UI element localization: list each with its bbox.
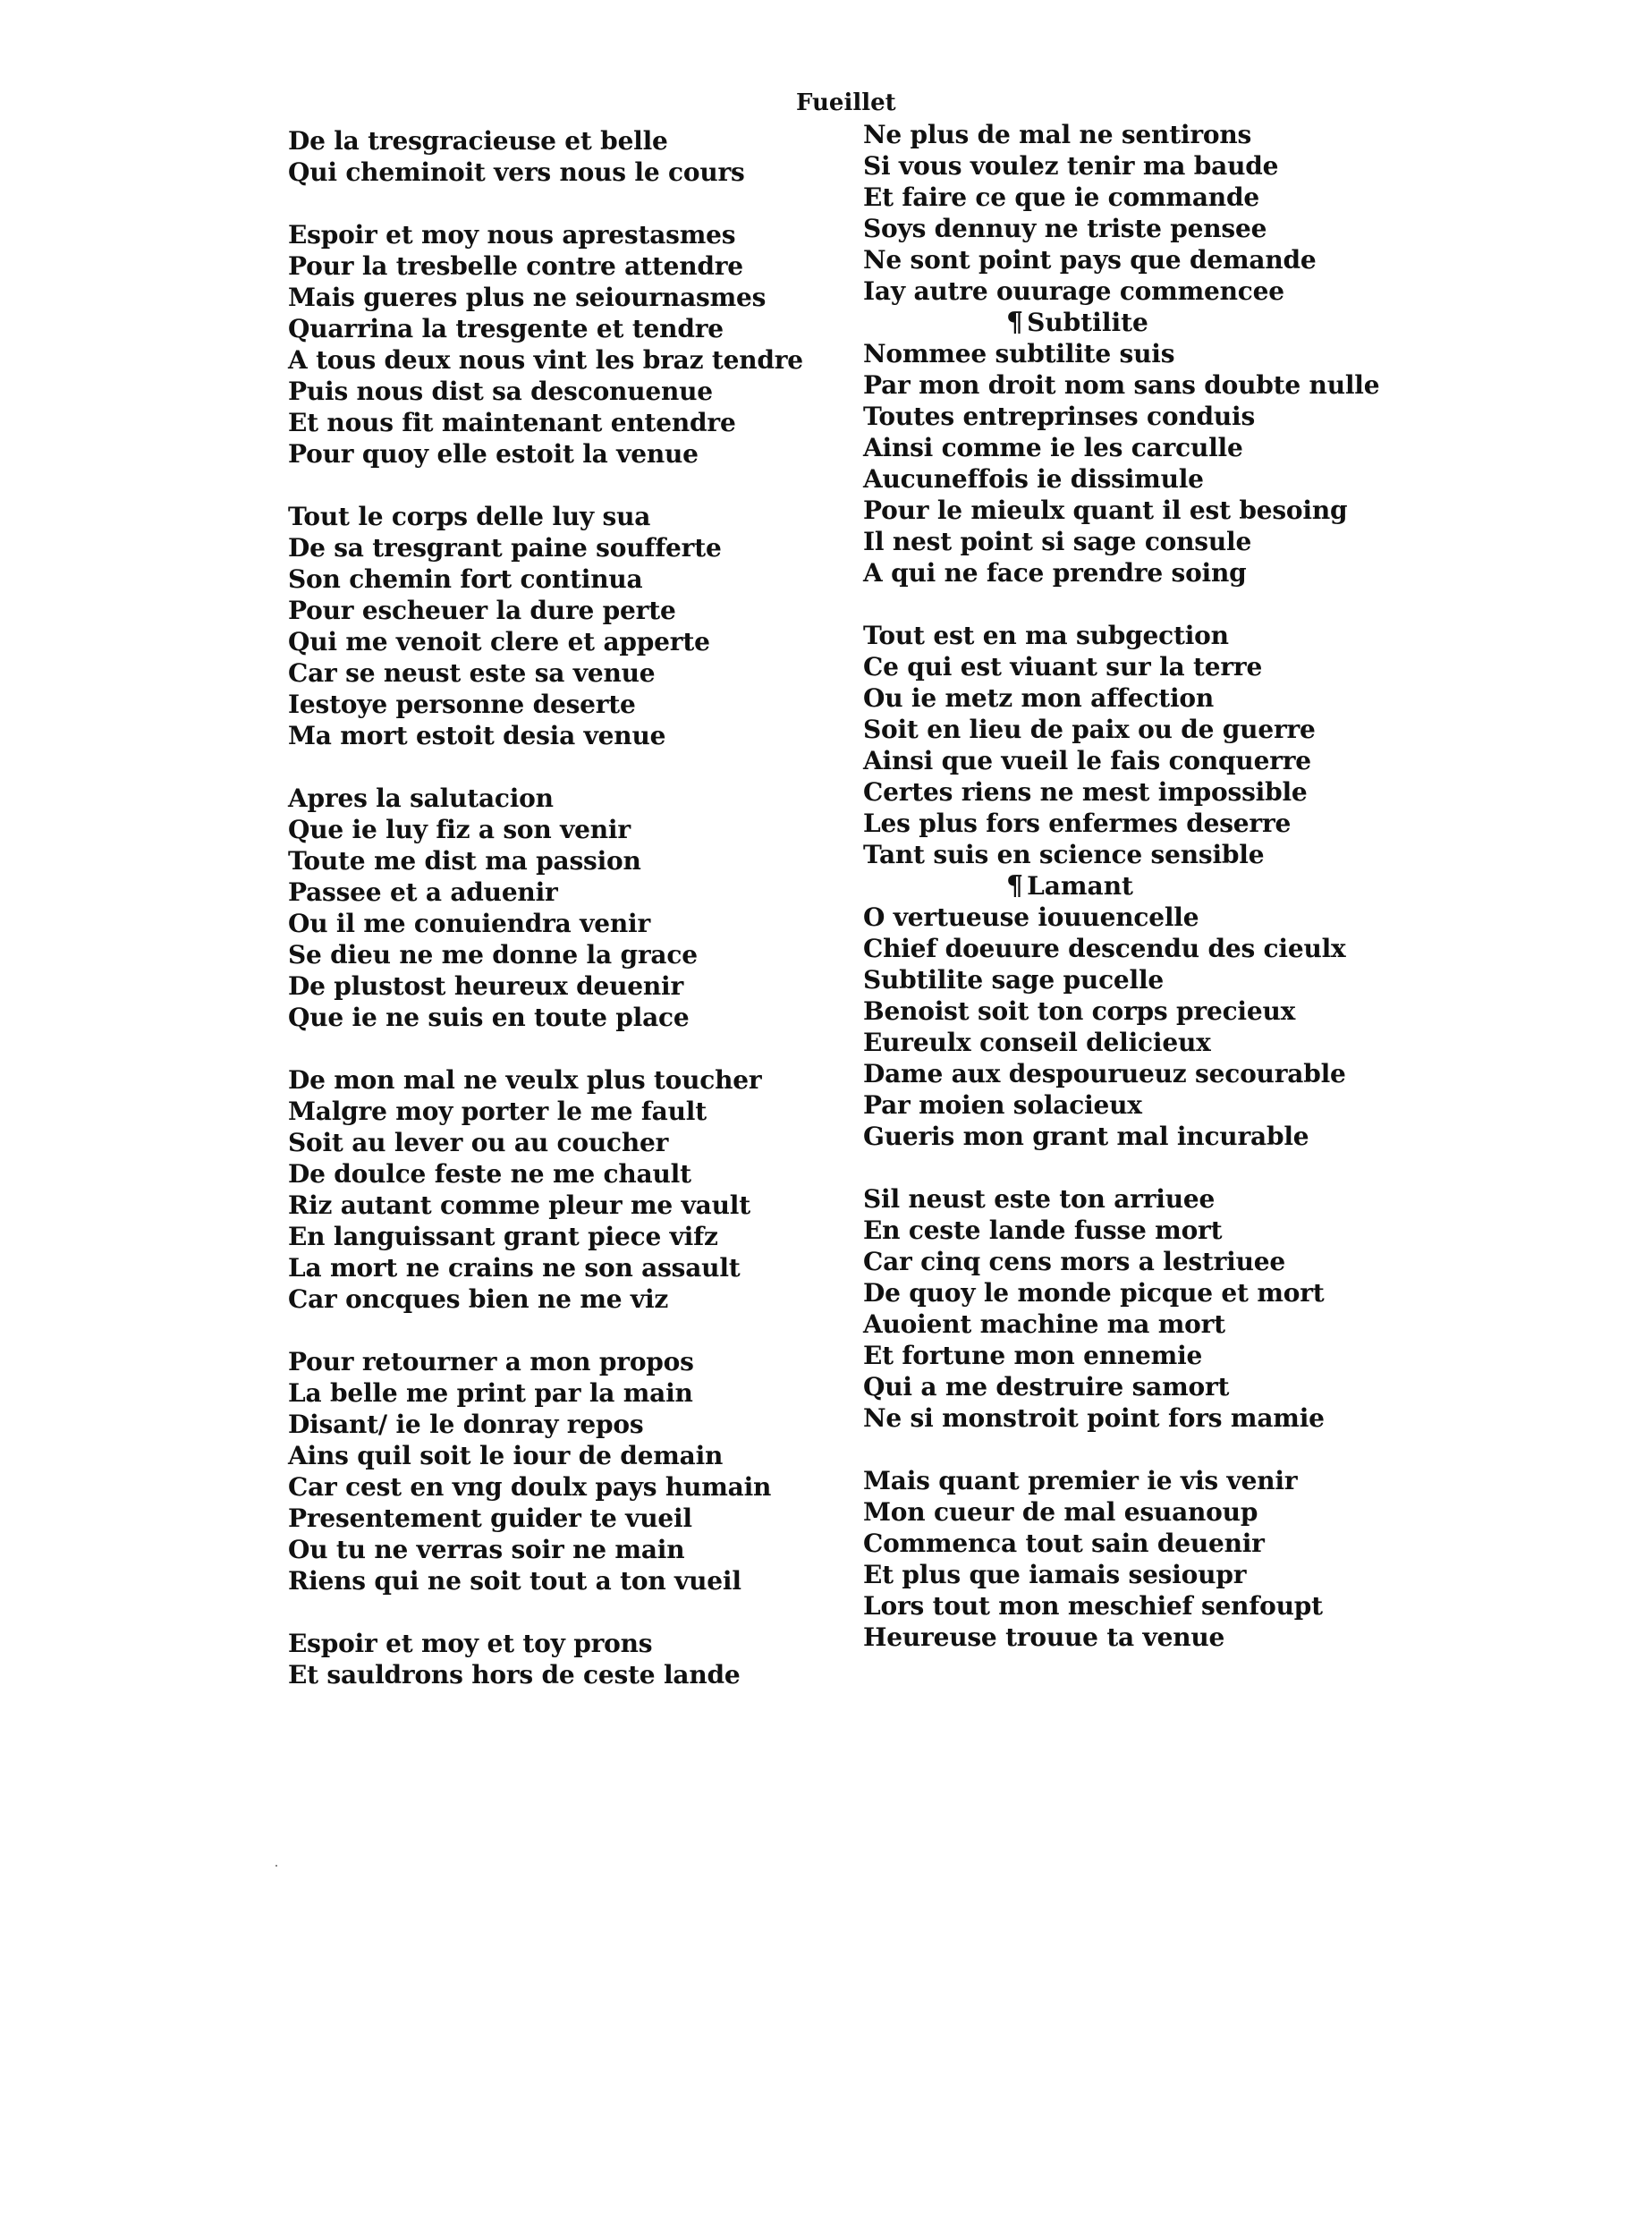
verse-line: Tout est en ma subgection <box>863 621 1229 650</box>
paper-speck <box>275 1865 277 1867</box>
verse-line: Puis nous dist sa desconuenue <box>288 377 713 406</box>
verse-line: Lors tout mon meschief senfoupt <box>863 1591 1323 1621</box>
verse-line: Mais quant premier ie vis venir <box>863 1466 1298 1495</box>
verse-line: A qui ne face prendre soing <box>863 558 1247 588</box>
verse-line: Pour escheuer la dure perte <box>288 596 676 625</box>
verse-line: Chief doeuure descendu des cieulx <box>863 934 1346 963</box>
verse-line: Et sauldrons hors de ceste lande <box>288 1660 741 1690</box>
speaker-heading-lamant <box>796 870 1351 902</box>
verse-line: Riz autant comme pleur me vault <box>288 1190 750 1220</box>
verse-line: Et faire ce que ie commande <box>863 182 1259 212</box>
verse-line: Commenca tout sain deuenir <box>863 1529 1265 1558</box>
verse-line: Et plus que iamais sesioupr <box>863 1560 1247 1589</box>
verse-line: Soys dennuy ne triste pensee <box>863 214 1267 243</box>
verse-line: En languissant grant piece vifz <box>288 1222 718 1251</box>
verse-line: La belle me print par la main <box>288 1378 693 1408</box>
verse-line: Ou ie metz mon affection <box>863 683 1215 713</box>
stanza <box>796 620 1351 870</box>
speaker-heading-subtilite <box>796 307 1351 338</box>
verse-line: Mais gueres plus ne seiournasmes <box>288 283 767 312</box>
stanza <box>796 1183 1351 1434</box>
stanza <box>288 783 789 1033</box>
verse-line: Ne sont point pays que demande <box>863 245 1317 275</box>
folio-header: Fueillet <box>796 89 896 116</box>
verse-line: Subtilite sage pucelle <box>863 965 1165 995</box>
verse-line: Soit en lieu de paix ou de guerre <box>863 715 1316 744</box>
verse-line: Quarrina la tresgente et tendre <box>288 314 724 343</box>
verse-line: Que ie luy fiz a son venir <box>288 815 631 844</box>
verse-line: Pour retourner a mon propos <box>288 1347 694 1376</box>
verse-line: Iay autre ouurage commencee <box>863 276 1284 306</box>
verse-line: Car cest en vng doulx pays humain <box>288 1472 772 1502</box>
verse-line: Aucuneffois ie dissimule <box>863 464 1204 494</box>
stanza <box>288 501 789 751</box>
verse-line: Malgre moy porter le me fault <box>288 1097 707 1126</box>
verse-line: De doulce feste ne me chault <box>288 1159 691 1189</box>
verse-line: Dame aux despourueuz secourable <box>863 1059 1346 1088</box>
stanza <box>288 219 803 470</box>
verse-line: De plustost heureux deuenir <box>288 971 684 1001</box>
verse-line: Tant suis en science sensible <box>863 840 1265 869</box>
verse-line: Pour la tresbelle contre attendre <box>288 251 743 281</box>
verse-line: De sa tresgrant paine soufferte <box>288 533 722 563</box>
verse-line: Et fortune mon ennemie <box>863 1341 1203 1370</box>
verse-line: Ne plus de mal ne sentirons <box>863 120 1252 149</box>
stanza <box>288 125 789 188</box>
verse-line: Heureuse trouue ta venue <box>863 1622 1225 1652</box>
verse-line: Auoient machine ma mort <box>863 1309 1225 1339</box>
verse-line: Ou il me conuiendra venir <box>288 909 651 938</box>
stanza <box>796 119 1351 307</box>
verse-line: De mon mal ne veulx plus toucher <box>288 1065 762 1095</box>
verse-line: Qui cheminoit vers nous le cours <box>288 157 745 187</box>
verse-line: Disant/ ie le donray repos <box>288 1410 644 1439</box>
verse-line: Mon cueur de mal esuanoup <box>863 1497 1258 1527</box>
verse-line: Ne si monstroit point fors mamie <box>863 1403 1325 1433</box>
verse-line: Par mon droit nom sans doubte nulle <box>863 370 1380 400</box>
verse-line: De la tresgracieuse et belle <box>288 126 668 156</box>
stanza <box>288 1346 789 1597</box>
verse-line: Presentement guider te vueil <box>288 1503 692 1533</box>
verse-line: Ou tu ne verras soir ne main <box>288 1535 685 1564</box>
verse-line: Toute me dist ma passion <box>288 846 641 876</box>
verse-line: Se dieu ne me donne la grace <box>288 940 698 970</box>
verse-line: Passee et a aduenir <box>288 877 558 907</box>
stanza <box>796 338 1380 589</box>
pilcrow-icon: ¶ <box>1006 870 1024 902</box>
verse-line: Qui me venoit clere et apperte <box>288 627 710 656</box>
verse-line: Ains quil soit le iour de demain <box>288 1441 724 1470</box>
verse-line: Car cinq cens mors a lestriuee <box>863 1247 1286 1276</box>
verse-line: En ceste lande fusse mort <box>863 1215 1223 1245</box>
verse-line: Espoir et moy nous aprestasmes <box>288 220 736 250</box>
verse-line: Son chemin fort continua <box>288 564 643 594</box>
verse-line: Nommee subtilite suis <box>863 339 1175 368</box>
verse-line: Espoir et moy et toy prons <box>288 1629 653 1658</box>
verse-line: Et nous fit maintenant entendre <box>288 408 736 437</box>
verse-line: O vertueuse iouuencelle <box>863 902 1199 932</box>
speaker-name: Subtilite <box>1027 308 1148 337</box>
verse-line: Toutes entreprinses conduis <box>863 402 1256 431</box>
verse-line: Riens qui ne soit tout a ton vueil <box>288 1566 741 1596</box>
speaker-name: Lamant <box>1027 871 1133 901</box>
verse-line: Car oncques bien ne me viz <box>288 1284 669 1314</box>
stanza <box>288 1628 789 1690</box>
left-column <box>288 125 803 1722</box>
verse-line: Ainsi que vueil le fais conquerre <box>863 746 1311 775</box>
stanza <box>796 902 1351 1152</box>
verse-line: Gueris mon grant mal incurable <box>863 1122 1309 1151</box>
stanza <box>796 1465 1351 1653</box>
verse-line: Par moien solacieux <box>863 1090 1142 1120</box>
verse-line: Certes riens ne mest impossible <box>863 777 1308 807</box>
verse-line: Benoist soit ton corps precieux <box>863 996 1296 1026</box>
verse-line: Les plus fors enfermes deserre <box>863 809 1292 838</box>
verse-line: Pour quoy elle estoit la venue <box>288 439 699 469</box>
verse-line: A tous deux nous vint les braz tendre <box>288 345 803 375</box>
verse-line: Sil neust este ton arriuee <box>863 1184 1216 1214</box>
verse-line: Soit au lever ou au coucher <box>288 1128 669 1157</box>
verse-line: Ma mort estoit desia venue <box>288 721 666 750</box>
verse-line: Qui a me destruire samort <box>863 1372 1230 1402</box>
pilcrow-icon: ¶ <box>1006 307 1024 338</box>
verse-line: Ce qui est viuant sur la terre <box>863 652 1263 682</box>
verse-line: Pour le mieulx quant il est besoing <box>863 495 1348 525</box>
verse-line: Que ie ne suis en toute place <box>288 1003 690 1032</box>
verse-line: Iestoye personne deserte <box>288 690 636 719</box>
verse-line: Ainsi comme ie les carculle <box>863 433 1243 462</box>
right-column <box>796 88 1380 1684</box>
verse-line: De quoy le monde picque et mort <box>863 1278 1325 1308</box>
verse-line: La mort ne crains ne son assault <box>288 1253 741 1283</box>
verse-line: Eureulx conseil delicieux <box>863 1028 1211 1057</box>
verse-line: Apres la salutacion <box>288 783 554 813</box>
verse-line: Si vous voulez tenir ma baude <box>863 151 1279 181</box>
stanza <box>288 1064 789 1315</box>
verse-line: Tout le corps delle luy sua <box>288 502 651 531</box>
verse-line: Il nest point si sage consule <box>863 527 1252 556</box>
verse-line: Car se neust este sa venue <box>288 658 656 688</box>
